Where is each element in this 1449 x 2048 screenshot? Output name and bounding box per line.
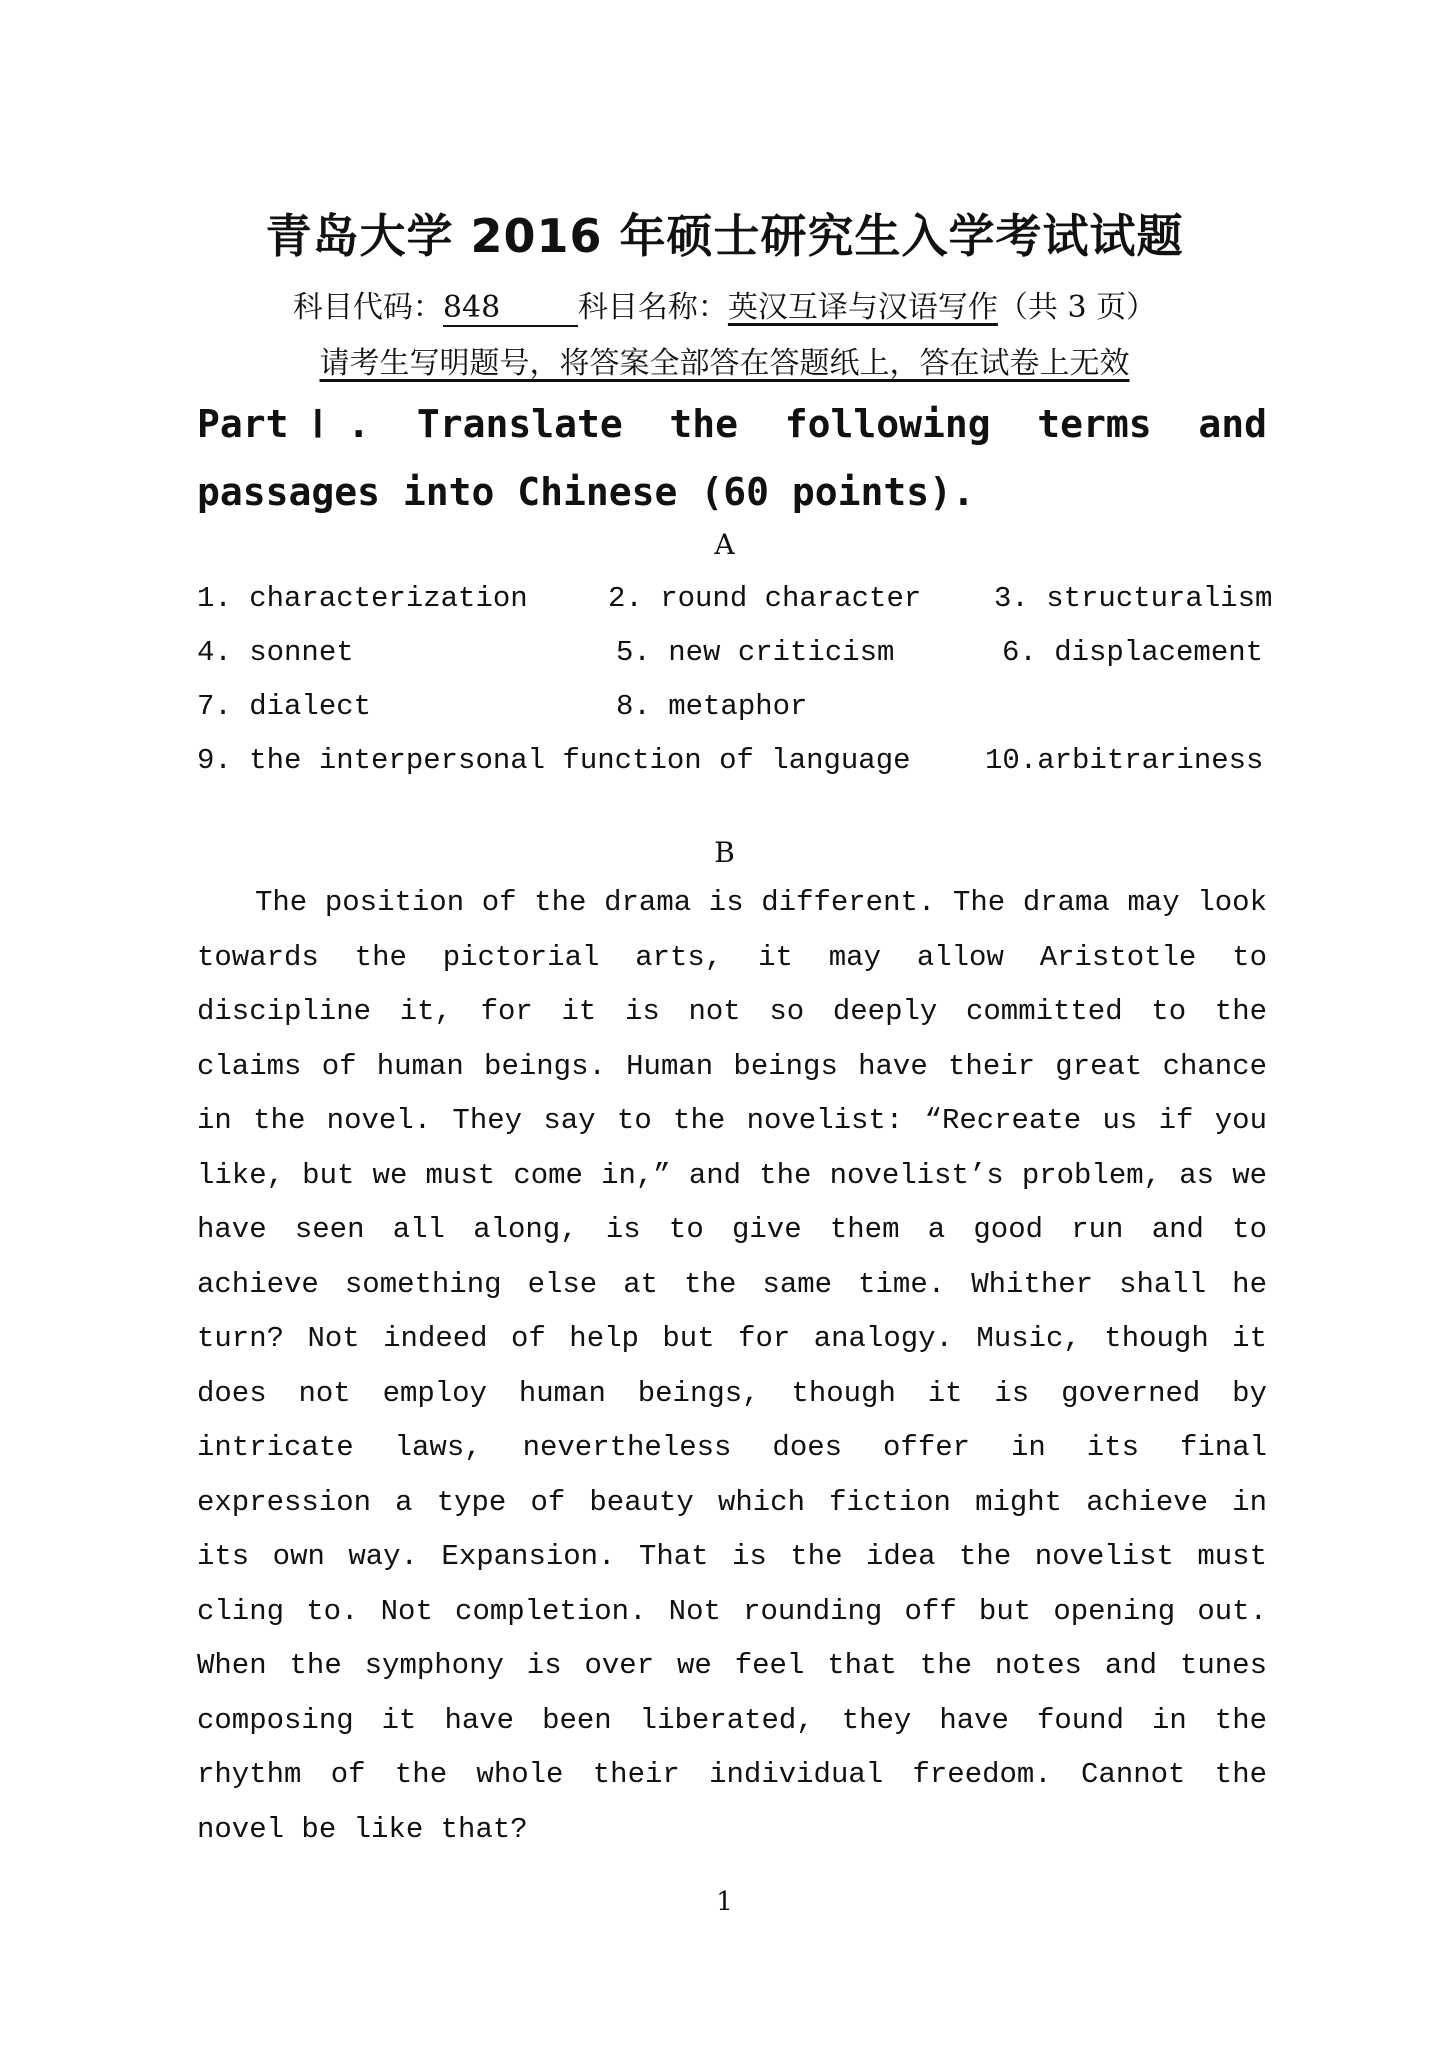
term-item: 9. the interpersonal function of language bbox=[197, 744, 911, 777]
subject-info bbox=[0, 282, 1449, 327]
term-item: 10.arbitrariness bbox=[985, 744, 1264, 777]
page-count-note: （共 3 页） bbox=[997, 290, 1157, 325]
term-item: 6. displacement bbox=[1002, 636, 1264, 669]
section-a-label: A bbox=[714, 528, 735, 561]
section-b-label: B bbox=[714, 836, 735, 869]
exam-title: 青岛大学 2016 年硕士研究生入学考试试题 bbox=[265, 209, 1184, 263]
term-item: 1. characterization bbox=[197, 582, 528, 615]
subject-name-label: 科目名称： bbox=[577, 290, 728, 325]
term-item: 5. new criticism bbox=[616, 636, 895, 669]
subject-name-value: 英汉互译与汉语写作 bbox=[727, 290, 998, 325]
subject-code-value: 848 bbox=[443, 291, 578, 327]
term-item: 2. round character bbox=[608, 582, 922, 615]
instruction-text: 请考生写明题号，将答案全部答在答题纸上，答在试卷上无效 bbox=[319, 346, 1130, 381]
passage-b: The position of the drama is different. The drama may look towards the pictorial arts, it may allow Aristotle to discipline it, for it is not so deeply committed to the claims of human beings. Human beings have their great chance in the novel. They say to the novelist: “Recreate us if you like, but we must come in,” and the novelist’s problem, as we have seen all along, is to give them a good run and to achieve something else at the same time. Whither shall he turn? Not indeed of help but for analogy. Music, though it does not employ human beings, though it is governed by intricate laws, nevertheless does offer in its final expression a type of beauty which fiction might achieve in its own way. Expansion. That is the idea the novelist must cling to. Not completion. Not rounding off but opening out. When the symphony is over we feel that the notes and tunes composing it have been liberated, they have found in the rhythm of the whole their individual freedom. Cannot the novel be like that? bbox=[197, 886, 1267, 1846]
term-item: 4. sonnet bbox=[197, 636, 354, 669]
term-item: 8. metaphor bbox=[616, 690, 808, 723]
subject-code-label: 科目代码： bbox=[292, 290, 443, 325]
term-item: 3. structuralism bbox=[994, 582, 1273, 615]
part1-heading: PartⅠ. Translate the following terms and passages into Chinese (60 points). bbox=[197, 402, 1267, 514]
exam-instruction bbox=[0, 338, 1449, 382]
term-item: 7. dialect bbox=[197, 690, 372, 723]
page-number: 1 bbox=[716, 1887, 733, 1917]
